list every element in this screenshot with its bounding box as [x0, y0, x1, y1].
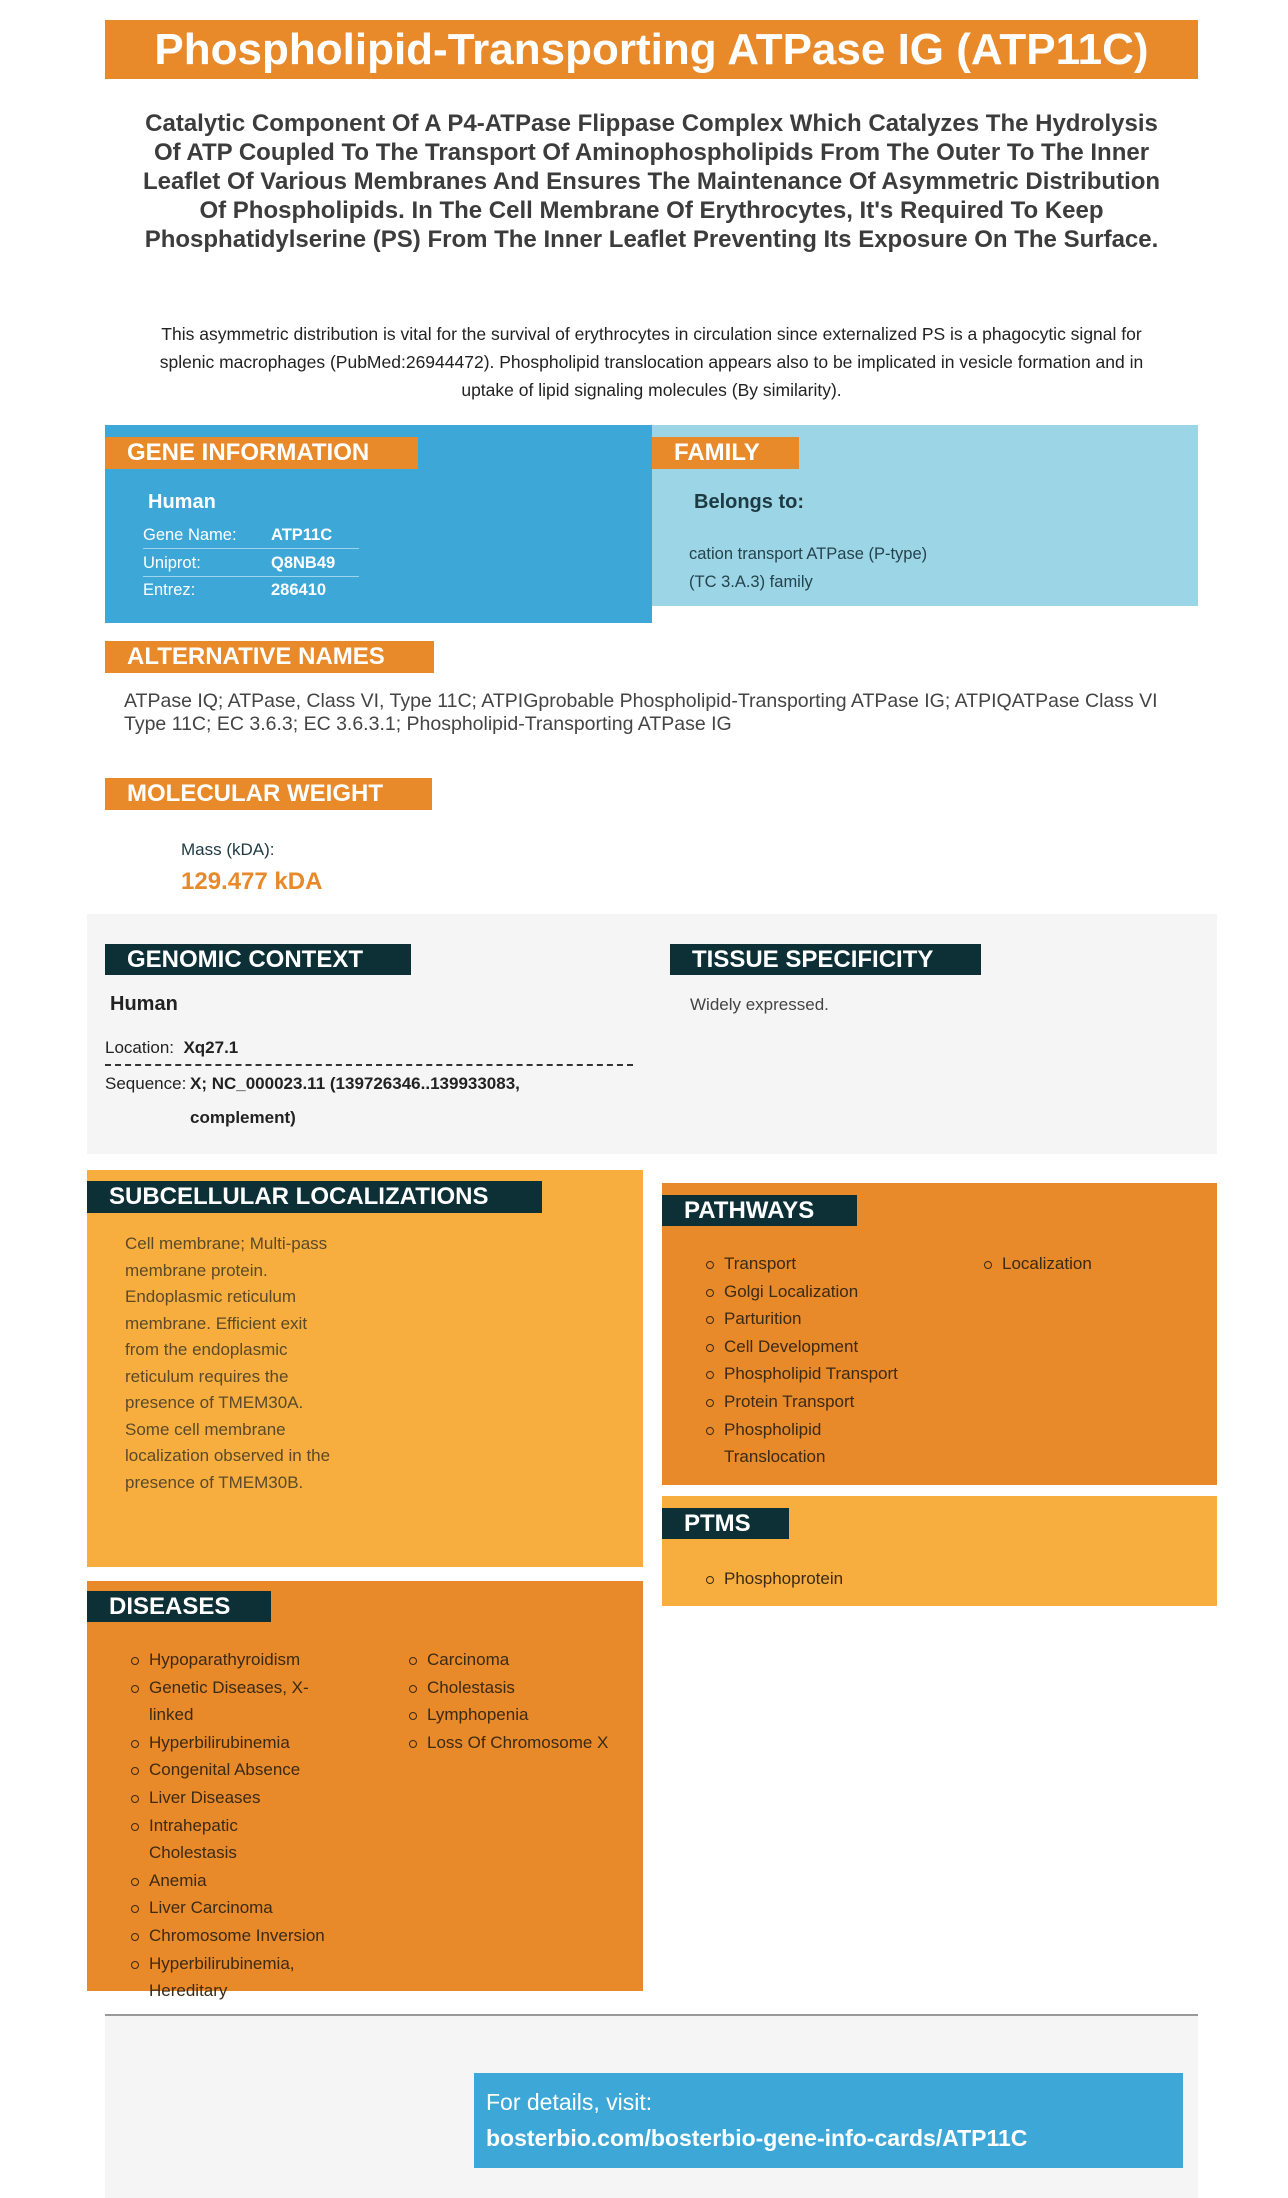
sequence-value: X; NC_000023.11 (139726346..139933083, complement)	[190, 1074, 520, 1127]
list-item: Protein Transport	[704, 1388, 904, 1416]
subcellular-text: Cell membrane; Multi-pass membrane protein. Endoplasmic reticulum membrane. Efficient exit from the endoplasmic reticulum requires the presence of TMEM30A. Some cell membrane localization observed in the presence of TMEM30B.	[125, 1234, 331, 1492]
list-item: Liver Diseases	[129, 1784, 329, 1812]
tissue-specificity-text: Widely expressed.	[690, 995, 829, 1014]
location-label: Location:	[105, 1038, 174, 1057]
gene-name-row	[143, 522, 359, 549]
list-item: Intrahepatic Cholestasis	[129, 1812, 329, 1867]
list-item: Chromosome Inversion	[129, 1922, 329, 1950]
ptms-heading: PTMS	[662, 1508, 789, 1539]
list-item: Loss Of Chromosome X	[407, 1729, 637, 1757]
family-belongs-label: Belongs to:	[694, 491, 804, 513]
list-item: Cell Development	[704, 1333, 904, 1361]
list-item: Congenital Absence	[129, 1756, 329, 1784]
list-item: Carcinoma	[407, 1646, 637, 1674]
list-item: Transport	[704, 1250, 904, 1278]
mass-label: Mass (kDA):	[181, 840, 275, 859]
page-title: Phospholipid-Transporting ATPase IG (ATP11C)	[105, 20, 1198, 79]
list-item: Lymphopenia	[407, 1701, 637, 1729]
list-item: Phosphoprotein	[704, 1565, 1004, 1593]
list-item: Cholestasis	[407, 1674, 637, 1702]
details-link-box[interactable]	[474, 2073, 1183, 2168]
subcellular-heading: SUBCELLULAR LOCALIZATIONS	[87, 1181, 542, 1213]
genomic-location-row	[105, 1034, 633, 1066]
gene-name-label: Gene Name:	[143, 526, 237, 544]
molecular-weight-heading: MOLECULAR WEIGHT	[105, 778, 432, 810]
diseases-list-col2	[407, 1646, 637, 1756]
details-link[interactable]: bosterbio.com/bosterbio-gene-info-cards/ATP11C	[486, 2125, 1028, 2151]
list-item: Hyperbilirubinemia	[129, 1729, 329, 1757]
gene-name-value: ATP11C	[271, 526, 333, 544]
alternative-names-heading: ALTERNATIVE NAMES	[105, 641, 434, 673]
family-heading: FAMILY	[652, 437, 799, 469]
list-item: Anemia	[129, 1867, 329, 1895]
pathways-list-col2	[982, 1250, 1182, 1278]
location-value: Xq27.1	[183, 1038, 239, 1057]
gene-information-heading: GENE INFORMATION	[105, 437, 418, 469]
entrez-row	[143, 577, 359, 604]
diseases-heading: DISEASES	[87, 1591, 271, 1622]
entrez-label: Entrez:	[143, 581, 196, 599]
list-item: Golgi Localization	[704, 1278, 904, 1306]
alternative-names-text: ATPase IQ; ATPase, Class VI, Type 11C; ATPIGprobable Phospholipid-Transporting ATPase IG; ATPIQATPase Class VI Type 11C; EC 3.6.3; EC 3.6.3.1; Phospholipid-Transporting ATPase IG	[124, 690, 1158, 735]
protein-description: This asymmetric distribution is vital for the survival of erythrocytes in circulation since externalized PS is a phagocytic signal for splenic macrophages (PubMed:26944472). Phospholipid translocation appears also to be implicated in vesicle formation and in uptake of lipid signaling molecules (By similarity).	[159, 324, 1144, 400]
pathways-list-col1	[704, 1250, 904, 1471]
list-item: Hyperbilirubinemia, Hereditary	[129, 1950, 329, 2005]
sequence-label: Sequence:	[105, 1074, 187, 1093]
details-label: For details, visit:	[486, 2089, 653, 2115]
list-item: Localization	[982, 1250, 1182, 1278]
list-item: Phospholipid Transport	[704, 1360, 904, 1388]
mass-value: 129.477 kDA	[181, 868, 323, 895]
entrez-value: 286410	[271, 581, 327, 599]
list-item: Liver Carcinoma	[129, 1894, 329, 1922]
list-item: Phospholipid Translocation	[704, 1416, 904, 1471]
genomic-species: Human	[110, 993, 178, 1015]
pathways-heading: PATHWAYS	[662, 1195, 857, 1226]
ptms-list	[704, 1565, 1004, 1593]
list-item: Hypoparathyroidism	[129, 1646, 329, 1674]
diseases-list-col1	[129, 1646, 329, 2005]
tissue-specificity-heading: TISSUE SPECIFICITY	[670, 944, 981, 975]
genomic-context-heading: GENOMIC CONTEXT	[105, 944, 411, 975]
uniprot-label: Uniprot:	[143, 554, 201, 572]
list-item: Genetic Diseases, X-linked	[129, 1674, 329, 1729]
family-text: cation transport ATPase (P-type) (TC 3.A.3) family	[689, 545, 928, 591]
gene-species: Human	[148, 491, 216, 513]
uniprot-row	[143, 550, 359, 577]
list-item: Parturition	[704, 1305, 904, 1333]
uniprot-value: Q8NB49	[271, 554, 336, 572]
protein-summary: Catalytic Component Of A P4-ATPase Flippase Complex Which Catalyzes The Hydrolysis Of ATP Coupled To The Transport Of Aminophospholipids From The Outer To The Inner Leaflet Of Various Membranes And Ensures The Maintenance Of Asymmetric Distribution Of Phospholipids. In The Cell Membrane Of Erythrocytes, It's Required To Keep Phosphatidylserine (PS) From The Inner Leaflet Preventing Its Exposure On The Surface.	[142, 110, 1161, 253]
